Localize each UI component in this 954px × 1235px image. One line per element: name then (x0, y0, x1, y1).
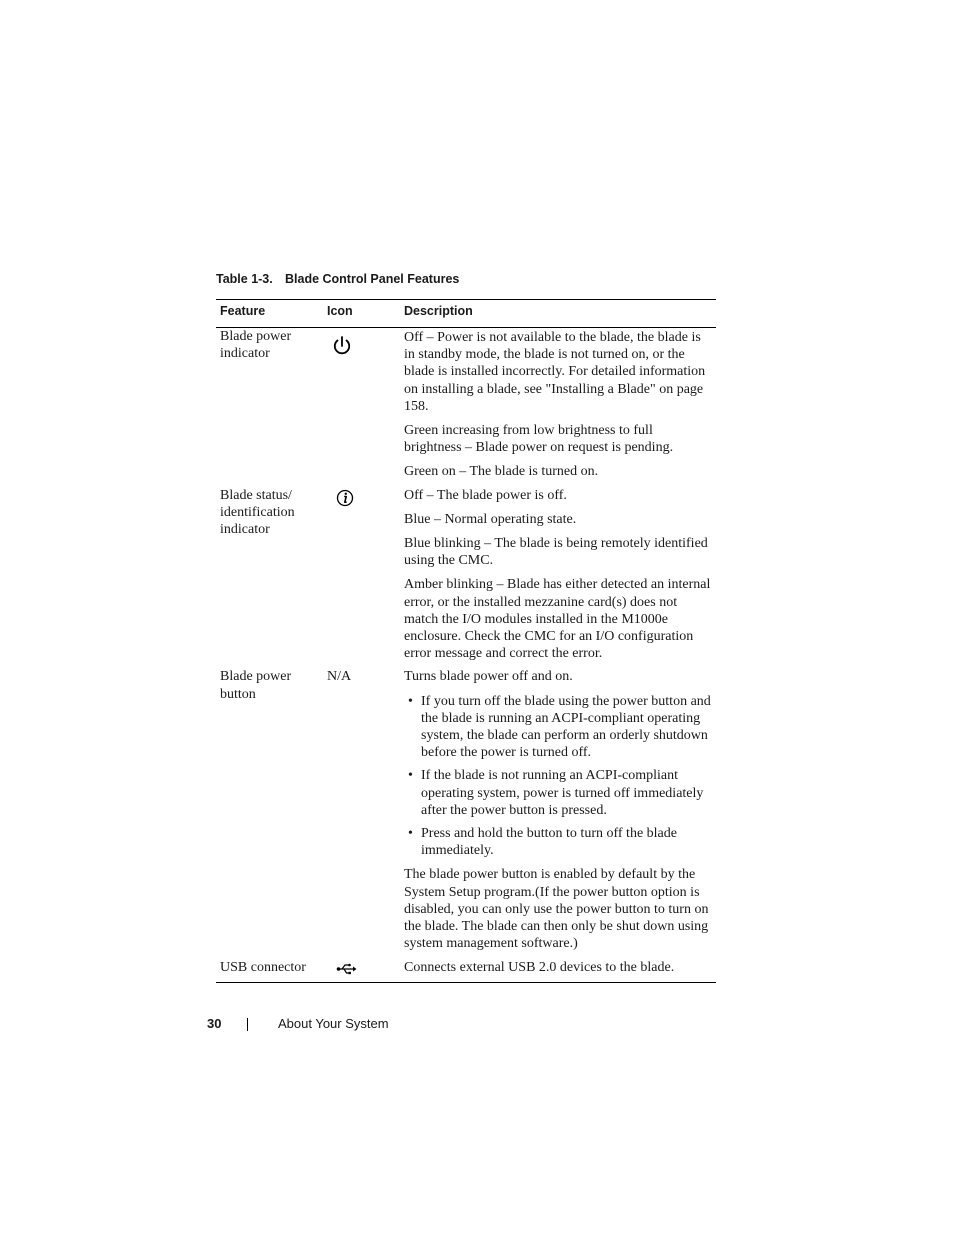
blade-control-panel-table (216, 299, 716, 983)
description-text: Green on – The blade is turned on. (404, 464, 599, 480)
usb-icon (336, 962, 358, 976)
info-icon (336, 489, 354, 507)
description-text: The blade power button is enabled by default by the System Setup program.(If the power button option is disabled, you can only use the power button to turn on the blade. The blade can then only be shut down using system management software.) (404, 867, 709, 952)
power-icon (332, 335, 352, 357)
description-text: Off – The blade power is off. (404, 487, 567, 503)
header-feature: Feature (220, 304, 266, 318)
list-item: • Press and hold the button to turn off the blade immediately. (404, 825, 712, 859)
section-title: About Your System (278, 1016, 389, 1031)
feature-cell: Blade power indicator (220, 329, 292, 362)
description-cell (404, 329, 712, 481)
table-row (216, 328, 716, 481)
table-caption (216, 272, 459, 286)
description-cell (404, 487, 712, 663)
table-row (216, 668, 716, 952)
description-text: Off – Power is not available to the blade, the blade is in standby mode, the blade is not turned on, or the blade is installed incorrectly. For detailed information on installing a blade, see "Installing a Blade" on page 158. (404, 330, 706, 414)
description-text: Blue blinking – The blade is being remotely identified using the CMC. (404, 536, 708, 569)
description-text: Turns blade power off and on. (404, 669, 573, 685)
feature-cell: Blade power button (220, 669, 292, 702)
description-text: Green increasing from low brightness to full brightness – Blade power on request is pending. (404, 423, 674, 456)
description-cell (404, 668, 712, 952)
feature-cell: USB connector (220, 959, 306, 975)
table-header-row (216, 300, 716, 328)
table-caption-title: Blade Control Panel Features (285, 272, 460, 286)
header-description: Description (404, 304, 473, 318)
list-item: • If the blade is not running an ACPI-compliant operating system, power is turned off immediately after the power button is pressed. (404, 767, 712, 819)
feature-cell: Blade status/ identification indicator (220, 487, 295, 538)
table-row (216, 959, 716, 976)
description-text: Blue – Normal operating state. (404, 511, 577, 527)
description-cell (404, 959, 712, 976)
footer-divider (247, 1018, 248, 1031)
bullet-list (404, 693, 712, 860)
list-item: • If you turn off the blade using the power button and the blade is running an ACPI-compliant operating system, the blade can perform an orderly shutdown before the power is turned off. (404, 693, 712, 762)
header-icon: Icon (327, 304, 353, 318)
icon-cell-text: N/A (327, 669, 352, 685)
description-text: Connects external USB 2.0 devices to the blade. (404, 959, 675, 975)
table-row (216, 487, 716, 663)
description-text: Amber blinking – Blade has either detected an internal error, or the installed mezzanine card(s) does not match the I/O modules installed in the M1000e enclosure. Check the CMC for an I/O configuration error message and correct the error. (404, 577, 711, 662)
table-caption-number: Table 1-3. (216, 272, 273, 286)
page-number: 30 (207, 1016, 222, 1031)
